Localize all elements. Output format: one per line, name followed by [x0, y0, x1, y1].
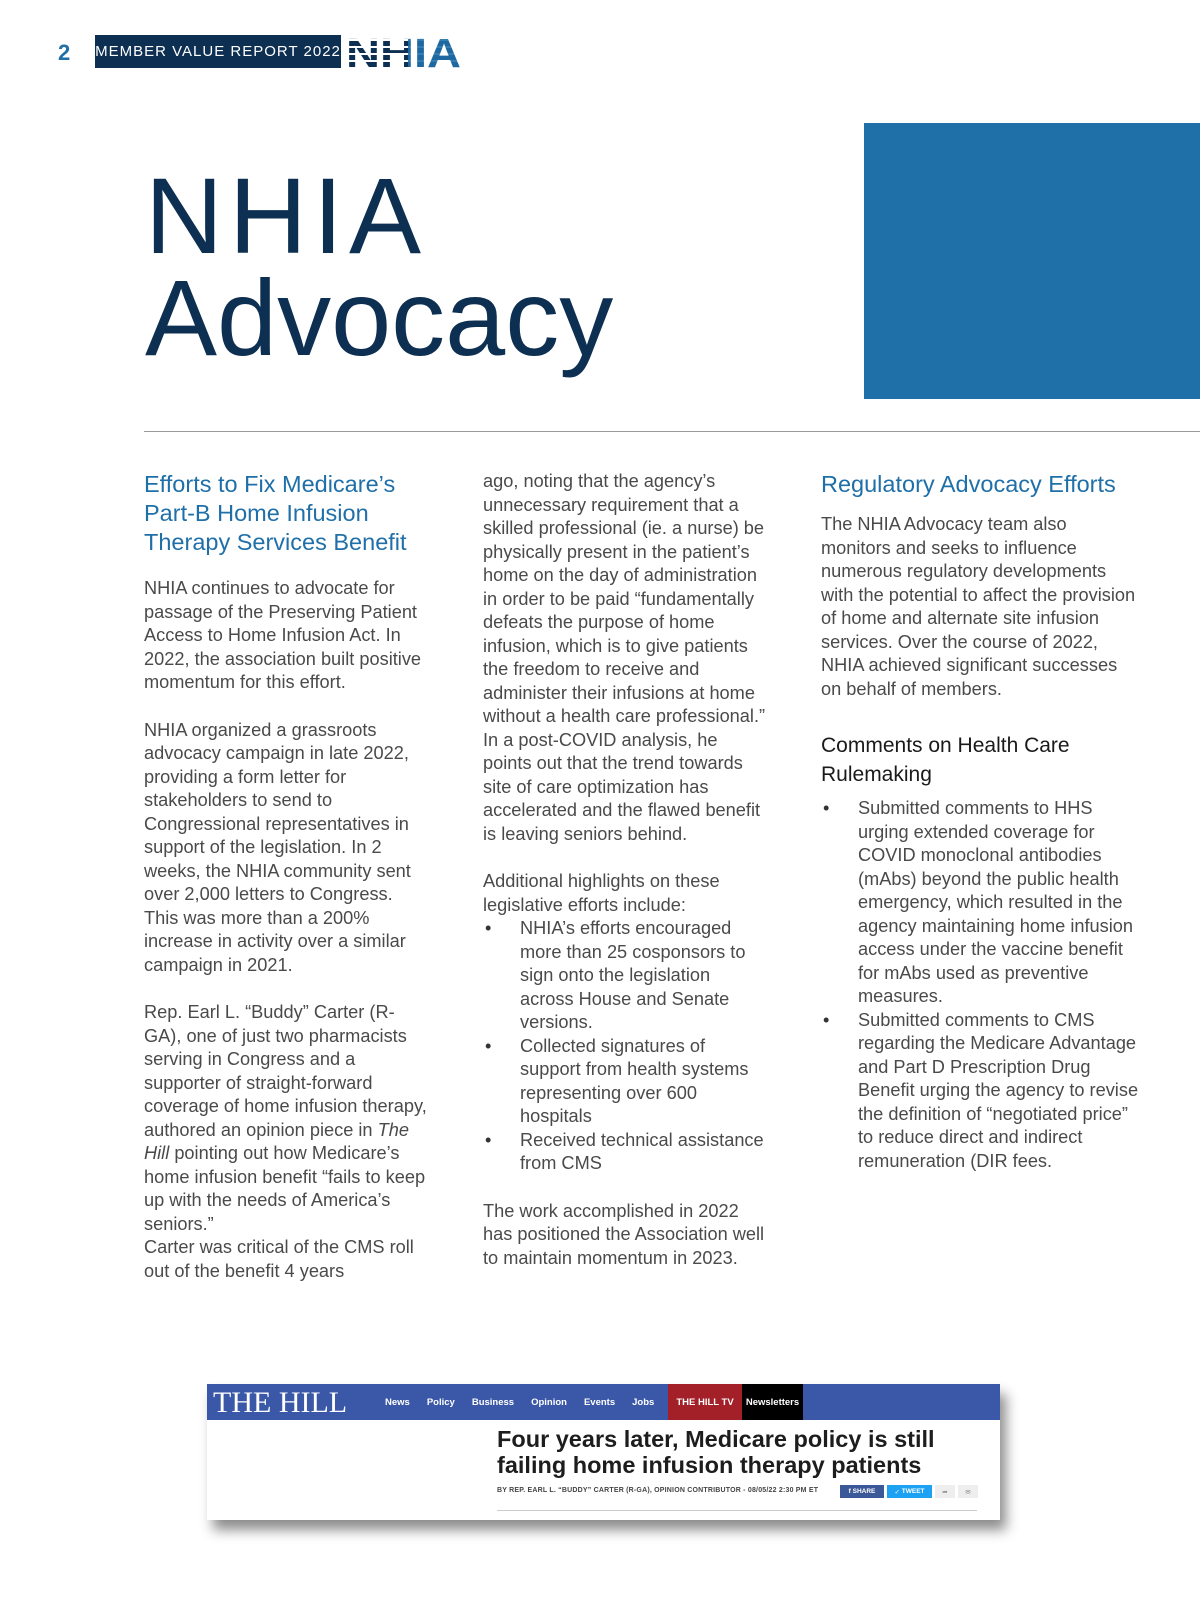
paragraph-carter: Rep. Earl L. “Buddy” Carter (R-GA), one of just two pharmacists serving in Congress and a supporter of straight-forward coverage of home infusion therapy, authored an opinion piece in The Hill pointing out how Medicare’s home infusion benefit “fails to keep up with the needs of America’s seniors.” Carter was critical of the CMS roll out of the benefit 4 years — [144, 1002, 427, 1281]
nav-events[interactable]: Events — [583, 1396, 616, 1408]
the-hill-reference: The Hill — [144, 1119, 409, 1163]
legislative-highlights-list — [483, 917, 768, 1176]
facebook-share-button[interactable]: f SHARE — [840, 1485, 884, 1498]
nav-the-hill-tv[interactable]: THE HILL TV — [668, 1384, 742, 1420]
nav-opinion[interactable]: Opinion — [531, 1396, 567, 1408]
report-label: MEMBER VALUE REPORT 2022 — [95, 35, 341, 68]
nhia-logo — [346, 34, 463, 70]
nav-newsletters[interactable]: Newsletters — [742, 1384, 803, 1420]
paragraph-carter-continued: ago, noting that the agency’s unnecessary requirement that a skilled professional (ie. a nurse) be physically present in the patient’s home on the day of administration in order to be paid “fundamentally defeats the purpose of home infusion, which is to give patients the freedom to receive and administer their infusions at home without a health care professional.” In a post-COVID analysis, he points out that the trend towards site of care optimization has accelerated and the flawed benefit is leaving seniors behind. — [483, 471, 766, 844]
article-byline: BY REP. EARL L. “BUDDY” CARTER (R-GA), OPINION CONTRIBUTOR - 08/05/22 2:30 PM ET — [497, 1487, 819, 1494]
list-item: • Submitted comments to HHS urging extended coverage for COVID monoclonal antibodies (mAbs) beyond the public health emergency, which resulted in the agency maintaining home infusion access under the vaccine benefit for mAbs used as preventive measures. — [821, 797, 1141, 1009]
nav-business[interactable]: Business — [471, 1396, 515, 1408]
list-item: • Collected signatures of support from health systems representing over 600 hospitals — [483, 1035, 768, 1129]
the-hill-logo: THE HILL — [213, 1386, 348, 1419]
email-icon[interactable]: ✉ — [958, 1485, 978, 1498]
the-hill-nav-bar — [207, 1384, 1000, 1420]
twitter-icon: ✓ — [894, 1488, 902, 1496]
list-item: • NHIA’s efforts encouraged more than 25 cosponsors to sign onto the legislation across House and Senate versions. — [483, 917, 768, 1035]
regulatory-section-heading: Regulatory Advocacy Efforts — [821, 471, 1116, 497]
paragraph-grassroots: NHIA organized a grassroots advocacy campaign in late 2022, providing a form letter for stakeholders to send to Congressional representatives in support of the legislation. In 2 weeks, the NHIA community sent over 2,000 letters to Congress. This was more than a 200% increase in activity over a similar campaign in 2021. — [144, 719, 411, 975]
page-title-line-2: Advocacy — [145, 257, 614, 378]
column-right — [821, 470, 1141, 1173]
article-rule — [497, 1510, 977, 1511]
column-left — [144, 470, 429, 1283]
paragraph-regulatory-intro: The NHIA Advocacy team also monitors and seeks to influence numerous regulatory developments with the potential to affect the provision of home and alternate site infusion services. Over the course of 2022, NHIA achieved significant successes on behalf of members. — [821, 514, 1136, 699]
nav-news[interactable]: News — [385, 1396, 410, 1408]
rulemaking-subheading: Comments on Health Care Rulemaking — [821, 734, 1070, 786]
rulemaking-comments-list — [821, 797, 1141, 1173]
article-headline: Four years later, Medicare policy is still failing home infusion therapy patients — [497, 1426, 935, 1478]
page-number: 2 — [58, 40, 71, 65]
decorative-blue-block — [864, 123, 1200, 399]
the-hill-article-card[interactable] — [207, 1384, 1000, 1520]
nav-policy[interactable]: Policy — [426, 1396, 455, 1408]
medicare-section-heading: Efforts to Fix Medicare’s Part-B Home Infusion Therapy Services Benefit — [144, 471, 407, 555]
list-item: • Received technical assistance from CMS — [483, 1129, 768, 1176]
forward-icon[interactable]: ➦ — [935, 1485, 955, 1498]
the-hill-nav — [385, 1384, 671, 1420]
nav-jobs[interactable]: Jobs — [632, 1396, 655, 1408]
paragraph-closing: The work accomplished in 2022 has positioned the Association well to maintain momentum in 2023. — [483, 1200, 765, 1268]
twitter-tweet-button[interactable]: ✓ TWEET — [887, 1485, 932, 1498]
section-divider — [144, 431, 1200, 432]
facebook-icon: f — [848, 1488, 853, 1495]
column-middle — [483, 470, 768, 1294]
paragraph-highlights-intro: Additional highlights on these legislative efforts include: — [483, 871, 720, 915]
paragraph-advocate: NHIA continues to advocate for passage of the Preserving Patient Access to Home Infusion Act. In 2022, the association built positive momentum for this effort. — [144, 578, 422, 692]
page-title-line-1: NHIA — [145, 155, 428, 276]
list-item: • Submitted comments to CMS regarding the Medicare Advantage and Part D Prescription Drug Benefit urging the agency to revise the definition of “negotiated price” to reduce direct and indirect remuneration (DIR fees. — [821, 1009, 1141, 1174]
